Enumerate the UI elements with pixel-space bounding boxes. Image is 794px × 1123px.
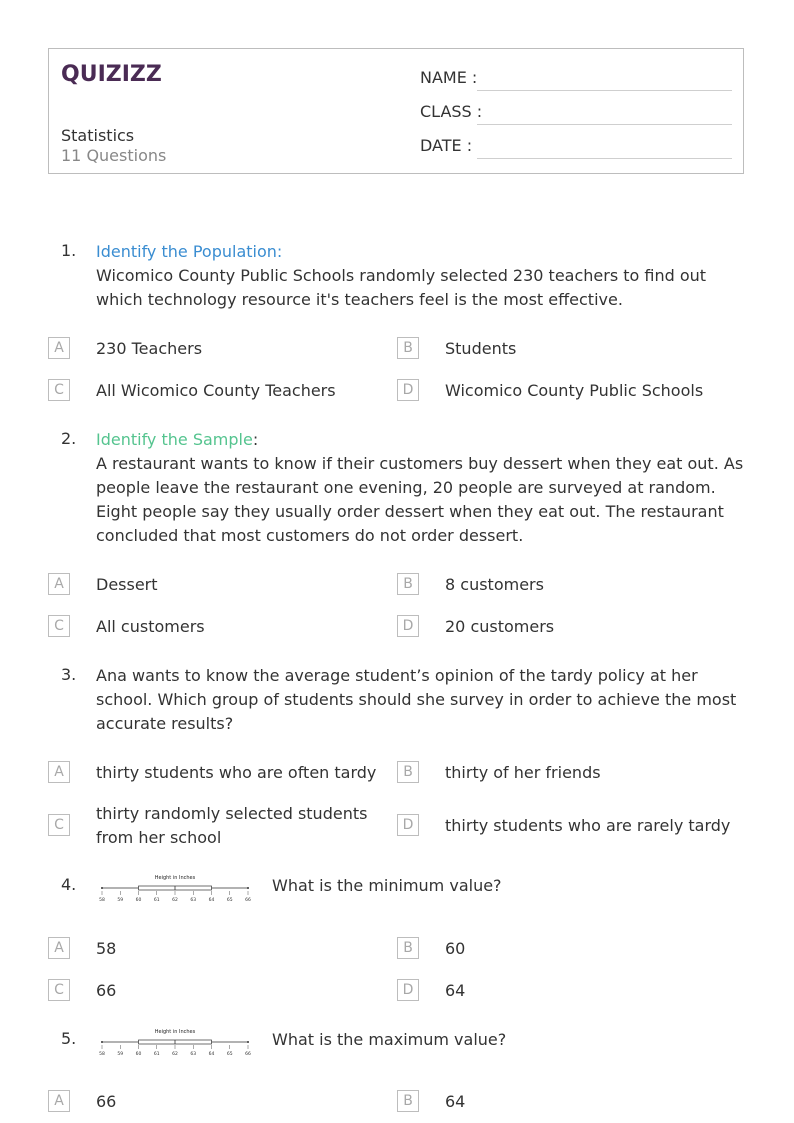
boxplot-tick-label: 62 (172, 898, 178, 903)
option-text: All customers (96, 617, 205, 636)
option-letter[interactable]: D (397, 979, 419, 1001)
option-letter[interactable]: D (397, 615, 419, 637)
option-letter[interactable]: A (48, 337, 70, 359)
class-field[interactable] (420, 102, 482, 121)
svg-text:QUIZIZZ: QUIZIZZ (61, 62, 162, 87)
boxplot-tick-label: 60 (135, 898, 142, 903)
question-text (96, 240, 746, 312)
boxplot-tick-label: 64 (208, 898, 215, 903)
boxplot-tick-label: 66 (245, 898, 251, 903)
boxplot-tick-label: 58 (99, 1052, 105, 1057)
option-letter[interactable]: D (397, 814, 419, 836)
option-letter[interactable]: D (397, 379, 419, 401)
boxplot-tick-label: 63 (190, 898, 197, 903)
option-letter[interactable]: C (48, 615, 70, 637)
option-text: thirty of her friends (445, 763, 601, 782)
boxplot-tick-label: 60 (135, 1052, 142, 1057)
boxplot-tick-label: 64 (208, 1052, 215, 1057)
boxplot-tick-label: 61 (153, 898, 160, 903)
boxplot-tick-label: 66 (245, 1052, 251, 1057)
question-body: Wicomico County Public Schools randomly selected 230 teachers to find out which technology resource it's teachers feel is the most effective. (96, 266, 707, 309)
question-number: 4. (61, 875, 77, 894)
option-text: 8 customers (445, 575, 544, 594)
boxplot-max-point (247, 1041, 249, 1043)
option-text: Dessert (96, 575, 158, 594)
option-text: thirty students who are rarely tardy (445, 816, 731, 835)
question-number: 2. (61, 429, 77, 448)
boxplot-tick-label: 58 (99, 898, 105, 903)
boxplot-figure (98, 872, 254, 906)
question-count: 11 Questions (61, 146, 167, 165)
question-number: 5. (61, 1029, 77, 1048)
option-text: Students (445, 339, 517, 358)
option-text: 60 (445, 939, 466, 958)
boxplot-tick-label: 62 (172, 1052, 178, 1057)
quizizz-logo (61, 59, 162, 87)
quizizz-logo-icon (61, 59, 162, 87)
question-heading-suffix: : (252, 430, 259, 449)
question-text: Ana wants to know the average student’s opinion of the tardy policy at her school. Which group of students should she survey in order to achieve the most accurate results? (96, 666, 737, 733)
option-text: 230 Teachers (96, 339, 203, 358)
option-letter[interactable]: C (48, 979, 70, 1001)
boxplot-tick-label: 59 (117, 1052, 124, 1057)
option-text: 20 customers (445, 617, 555, 636)
boxplot-title: Height in Inches (154, 875, 196, 881)
option-letter[interactable]: A (48, 1090, 70, 1112)
question-heading: Identify the Population: (96, 242, 283, 261)
date-line[interactable] (477, 158, 732, 159)
class-label: CLASS : (420, 102, 483, 121)
boxplot-min-point (101, 887, 103, 889)
class-line[interactable] (477, 124, 732, 125)
boxplot-max-point (247, 887, 249, 889)
question-text (96, 428, 746, 548)
option-text: 66 (96, 981, 117, 1000)
question-heading: Identify the Sample (96, 430, 253, 449)
option-letter[interactable]: C (48, 379, 70, 401)
option-text: 66 (96, 1092, 117, 1111)
name-field[interactable] (420, 68, 477, 87)
option-letter[interactable]: A (48, 573, 70, 595)
boxplot-tick-label: 65 (226, 1052, 233, 1057)
boxplot-tick-label: 59 (117, 898, 124, 903)
option-letter[interactable]: B (397, 1090, 419, 1112)
question-number: 3. (61, 665, 77, 684)
boxplot-tick-label: 61 (153, 1052, 160, 1057)
date-field[interactable] (420, 136, 472, 155)
option-text: 64 (445, 1092, 466, 1111)
option-letter[interactable]: B (397, 937, 419, 959)
boxplot-min-point (101, 1041, 103, 1043)
option-text: 58 (96, 939, 117, 958)
boxplot-tick-label: 63 (190, 1052, 197, 1057)
question-text: What is the maximum value? (272, 1030, 507, 1049)
boxplot-tick-label: 65 (226, 898, 233, 903)
option-letter[interactable]: B (397, 573, 419, 595)
option-letter[interactable]: A (48, 761, 70, 783)
question-text: What is the minimum value? (272, 876, 502, 895)
name-label: NAME : (420, 68, 478, 87)
boxplot-title: Height in Inches (154, 1029, 196, 1035)
question-body: A restaurant wants to know if their customers buy dessert when they eat out. As people leave the restaurant one evening, 20 people are surveyed at random. Eight people say they usually order dessert when they eat out. The restaurant concluded that most customers do not order dessert. (96, 454, 744, 545)
worksheet-header (48, 48, 744, 174)
option-letter[interactable]: B (397, 337, 419, 359)
date-label: DATE : (420, 136, 473, 155)
name-line[interactable] (477, 90, 732, 91)
worksheet-title: Statistics (61, 126, 135, 145)
option-text: All Wicomico County Teachers (96, 381, 336, 400)
option-letter[interactable]: C (48, 814, 70, 836)
option-letter[interactable]: B (397, 761, 419, 783)
option-text: thirty students who are often tardy (96, 763, 377, 782)
option-text: 64 (445, 981, 466, 1000)
option-text: Wicomico County Public Schools (445, 381, 704, 400)
boxplot-figure (98, 1026, 254, 1060)
question-number: 1. (61, 241, 77, 260)
option-text: thirty randomly selected students from her school (96, 804, 368, 847)
option-letter[interactable]: A (48, 937, 70, 959)
